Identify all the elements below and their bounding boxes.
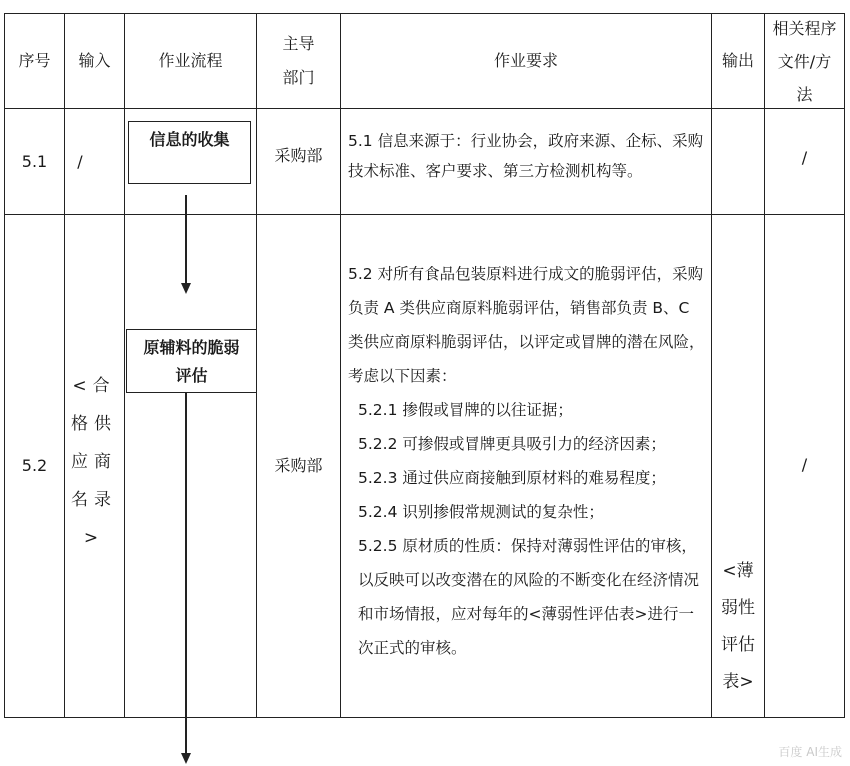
row2-req-item: 5.2.2 可掺假或冒牌更具吸引力的经济因素； [358,435,666,453]
flow-connector [185,393,187,753]
row2-docs: / [801,455,808,474]
flow-box-info-collection: 信息的收集 [128,121,251,184]
col-border-2 [124,13,125,718]
flow-arrow-down-icon [181,753,191,764]
row2-input: <合格供应商名录> [71,376,117,548]
header-output: 输出 [721,51,754,70]
row2-req-intro: 5.2 对所有食品包装原料进行成文的脆弱评估，采购负责 A 类供应商原料脆弱评估，销售部负责 B、C 类供应商原料脆弱评估，以评定或冒牌的潜在风险，考虑以下因素： [348,265,705,385]
row1-bottom-border [4,214,844,215]
header-requirements: 作业要求 [493,51,558,70]
col-border-4 [340,13,341,718]
row1-input: / [77,151,83,171]
row1-dept: 采购部 [274,145,323,165]
row2-bottom-border [4,717,844,718]
row2-req-item: 5.2.4 识别掺假常规测试的复杂性； [358,503,604,521]
watermark: 百度 AI生成 [778,745,842,759]
row2-requirements [348,257,706,665]
row1-docs: / [801,148,808,167]
flow-connector [185,195,187,283]
flow-box-vulnerability-assessment: 原辅料的脆弱评估 [126,329,257,393]
header-input: 输入 [78,51,111,70]
row2-req-item: 5.2.1 掺假或冒牌的以往证据； [358,401,573,419]
header-docs: 相关程序文件/方法 [772,18,837,104]
flow-arrow-down-icon [181,283,191,294]
row2-req-item: 5.2.3 通过供应商接触到原材料的难易程度； [358,469,666,487]
row2-seq: 5.2 [21,456,48,475]
row1-requirements [348,126,706,186]
row1-req-line: 5.1 信息来源于：行业协会，政府来源、企标、采购技术标准、客户要求、第三方检测机构等。 [348,132,704,180]
header-seq: 序号 [18,51,51,70]
header-flow: 作业流程 [158,51,223,70]
header-dept: 主导部门 [282,34,315,87]
row1-seq: 5.1 [21,151,48,171]
col-border-7 [844,13,845,718]
row2-dept: 采购部 [274,456,323,475]
row1-output [712,109,764,214]
row2-req-item: 5.2.5 原材质的性质：保持对薄弱性评估的审核，以反映可以改变潜在的风险的不断变化在经济情况和市场情报，应对每年的<薄弱性评估表>进行一次正式的审核。 [358,537,700,657]
row2-output: <薄弱性评估表> [721,561,755,692]
